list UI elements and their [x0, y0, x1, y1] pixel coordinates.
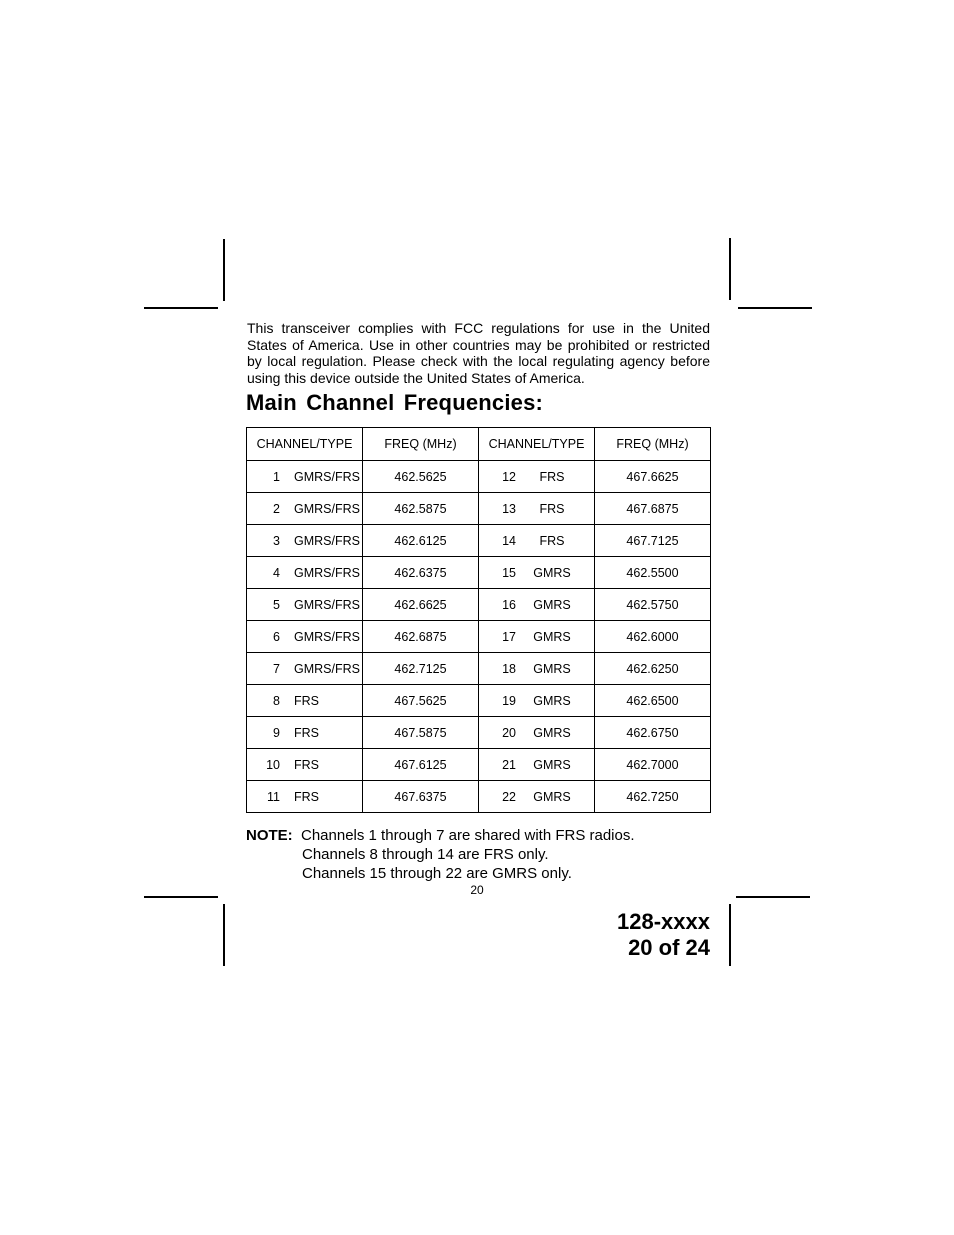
- channel-type-cell: [479, 717, 595, 749]
- channel-type-cell: [247, 461, 363, 493]
- frequency-cell: 467.6375: [363, 781, 479, 813]
- channel-type: GMRS: [533, 597, 571, 612]
- frequency-cell: 462.6625: [363, 589, 479, 621]
- channel-number: 22: [502, 789, 516, 804]
- crop-mark-top-left-vertical: [223, 239, 225, 301]
- page-number: 20: [470, 883, 484, 897]
- frequency-cell: 462.6000: [595, 621, 711, 653]
- frequency-cell: 462.5750: [595, 589, 711, 621]
- frequency-cell: 467.6625: [595, 461, 711, 493]
- table-row: [247, 557, 711, 589]
- channel-type-cell: [479, 525, 595, 557]
- channel-type-cell: [247, 749, 363, 781]
- channel-type-cell: [247, 781, 363, 813]
- frequency-cell: 467.6125: [363, 749, 479, 781]
- note-line: Channels 15 through 22 are GMRS only.: [302, 865, 572, 882]
- frequency-cell: 462.6375: [363, 557, 479, 589]
- channel-type-cell: [247, 493, 363, 525]
- note-line: Channels 1 through 7 are shared with FRS radios.: [301, 827, 635, 844]
- channel-type: GMRS: [533, 725, 571, 740]
- note-block: [246, 826, 635, 883]
- channel-type: FRS: [539, 533, 565, 548]
- channel-number: 13: [502, 501, 516, 516]
- crop-mark-bottom-left-vertical: [223, 904, 225, 966]
- channel-type: FRS: [539, 469, 565, 484]
- channel-type: GMRS/FRS: [294, 629, 360, 644]
- channel-number: 1: [273, 469, 280, 484]
- channel-type-cell: [247, 557, 363, 589]
- channel-type: GMRS/FRS: [294, 501, 360, 516]
- channel-type: GMRS: [533, 629, 571, 644]
- frequency-cell: 462.7000: [595, 749, 711, 781]
- page-title: Main Channel Frequencies:: [246, 390, 544, 415]
- table-row: [247, 621, 711, 653]
- note-label: NOTE:: [246, 827, 293, 844]
- document-id-block: [617, 909, 710, 961]
- page-count: 20 of 24: [628, 935, 710, 960]
- channel-number: 8: [273, 693, 280, 708]
- crop-mark-bottom-right-vertical: [729, 904, 731, 966]
- table-row: [247, 525, 711, 557]
- frequency-cell: 462.7125: [363, 653, 479, 685]
- frequency-cell: 462.6500: [595, 685, 711, 717]
- channel-type: GMRS/FRS: [294, 533, 360, 548]
- frequency-cell: 462.5875: [363, 493, 479, 525]
- channel-type-cell: [479, 557, 595, 589]
- channel-number: 7: [273, 661, 280, 676]
- fcc-compliance-text: This transceiver complies with FCC regulations for use in the United States of America. Use in other countries may be prohibited or restricted by local regulation. Please check with the local regulating agency before using this device outside the United States of America.: [247, 320, 710, 386]
- channel-number: 2: [273, 501, 280, 516]
- channel-type: GMRS: [533, 565, 571, 580]
- channel-number: 21: [502, 757, 516, 772]
- document-id: 128-xxxx: [617, 909, 710, 934]
- channel-number: 20: [502, 725, 516, 740]
- frequency-cell: 462.6750: [595, 717, 711, 749]
- frequency-cell: 462.6250: [595, 653, 711, 685]
- frequency-cell: 467.6875: [595, 493, 711, 525]
- channel-type: FRS: [539, 501, 565, 516]
- table-row: [247, 749, 711, 781]
- channel-type: GMRS: [533, 661, 571, 676]
- channel-number: 4: [273, 565, 280, 580]
- channel-frequency-table: [246, 427, 711, 813]
- channel-number: 3: [273, 533, 280, 548]
- channel-type: GMRS/FRS: [294, 597, 360, 612]
- note-line: Channels 8 through 14 are FRS only.: [302, 846, 549, 863]
- channel-type-cell: [247, 653, 363, 685]
- channel-type-cell: [479, 749, 595, 781]
- channel-number: 16: [502, 597, 516, 612]
- channel-type: GMRS: [533, 757, 571, 772]
- frequency-cell: 462.5500: [595, 557, 711, 589]
- channel-type-cell: [479, 781, 595, 813]
- channel-type: FRS: [294, 693, 319, 708]
- channel-number: 6: [273, 629, 280, 644]
- channel-type-cell: [247, 525, 363, 557]
- channel-number: 11: [267, 789, 280, 804]
- table-row: [247, 653, 711, 685]
- channel-number: 15: [502, 565, 516, 580]
- channel-type-cell: [247, 621, 363, 653]
- frequency-cell: 462.6875: [363, 621, 479, 653]
- column-header-channel-type-left: CHANNEL/TYPE: [247, 428, 363, 461]
- channel-number: 10: [266, 757, 280, 772]
- table-row: [247, 717, 711, 749]
- channel-type: GMRS/FRS: [294, 469, 360, 484]
- frequency-cell: 462.6125: [363, 525, 479, 557]
- column-header-freq-left: FREQ (MHz): [363, 428, 479, 461]
- frequency-cell: 467.7125: [595, 525, 711, 557]
- channel-type: GMRS: [533, 789, 571, 804]
- channel-type: GMRS: [533, 693, 571, 708]
- frequency-cell: 467.5875: [363, 717, 479, 749]
- table-row: [247, 461, 711, 493]
- channel-type-cell: [247, 685, 363, 717]
- frequency-cell: 462.7250: [595, 781, 711, 813]
- channel-type-cell: [479, 621, 595, 653]
- channel-type-cell: [247, 717, 363, 749]
- table-row: [247, 781, 711, 813]
- channel-type-cell: [479, 685, 595, 717]
- column-header-channel-type-right: CHANNEL/TYPE: [479, 428, 595, 461]
- column-header-freq-right: FREQ (MHz): [595, 428, 711, 461]
- channel-type: FRS: [294, 725, 319, 740]
- crop-mark-top-right-vertical: [729, 238, 731, 300]
- table-row: [247, 685, 711, 717]
- table-header-row: [247, 428, 711, 461]
- frequency-cell: 467.5625: [363, 685, 479, 717]
- crop-mark-top-right-horizontal: [738, 307, 812, 309]
- channel-number: 14: [502, 533, 516, 548]
- channel-number: 17: [502, 629, 516, 644]
- channel-number: 9: [273, 725, 280, 740]
- table-body: [247, 461, 711, 813]
- channel-type-cell: [479, 653, 595, 685]
- table-row: [247, 493, 711, 525]
- crop-mark-top-left-horizontal: [144, 307, 218, 309]
- channel-number: 18: [502, 661, 516, 676]
- channel-type-cell: [479, 493, 595, 525]
- channel-type-cell: [479, 589, 595, 621]
- channel-type: FRS: [294, 757, 319, 772]
- channel-type: FRS: [294, 789, 319, 804]
- table-row: [247, 589, 711, 621]
- channel-number: 5: [273, 597, 280, 612]
- channel-number: 19: [502, 693, 516, 708]
- channel-type-cell: [247, 589, 363, 621]
- frequency-cell: 462.5625: [363, 461, 479, 493]
- channel-number: 12: [502, 469, 516, 484]
- channel-type: GMRS/FRS: [294, 565, 360, 580]
- channel-type: GMRS/FRS: [294, 661, 360, 676]
- channel-type-cell: [479, 461, 595, 493]
